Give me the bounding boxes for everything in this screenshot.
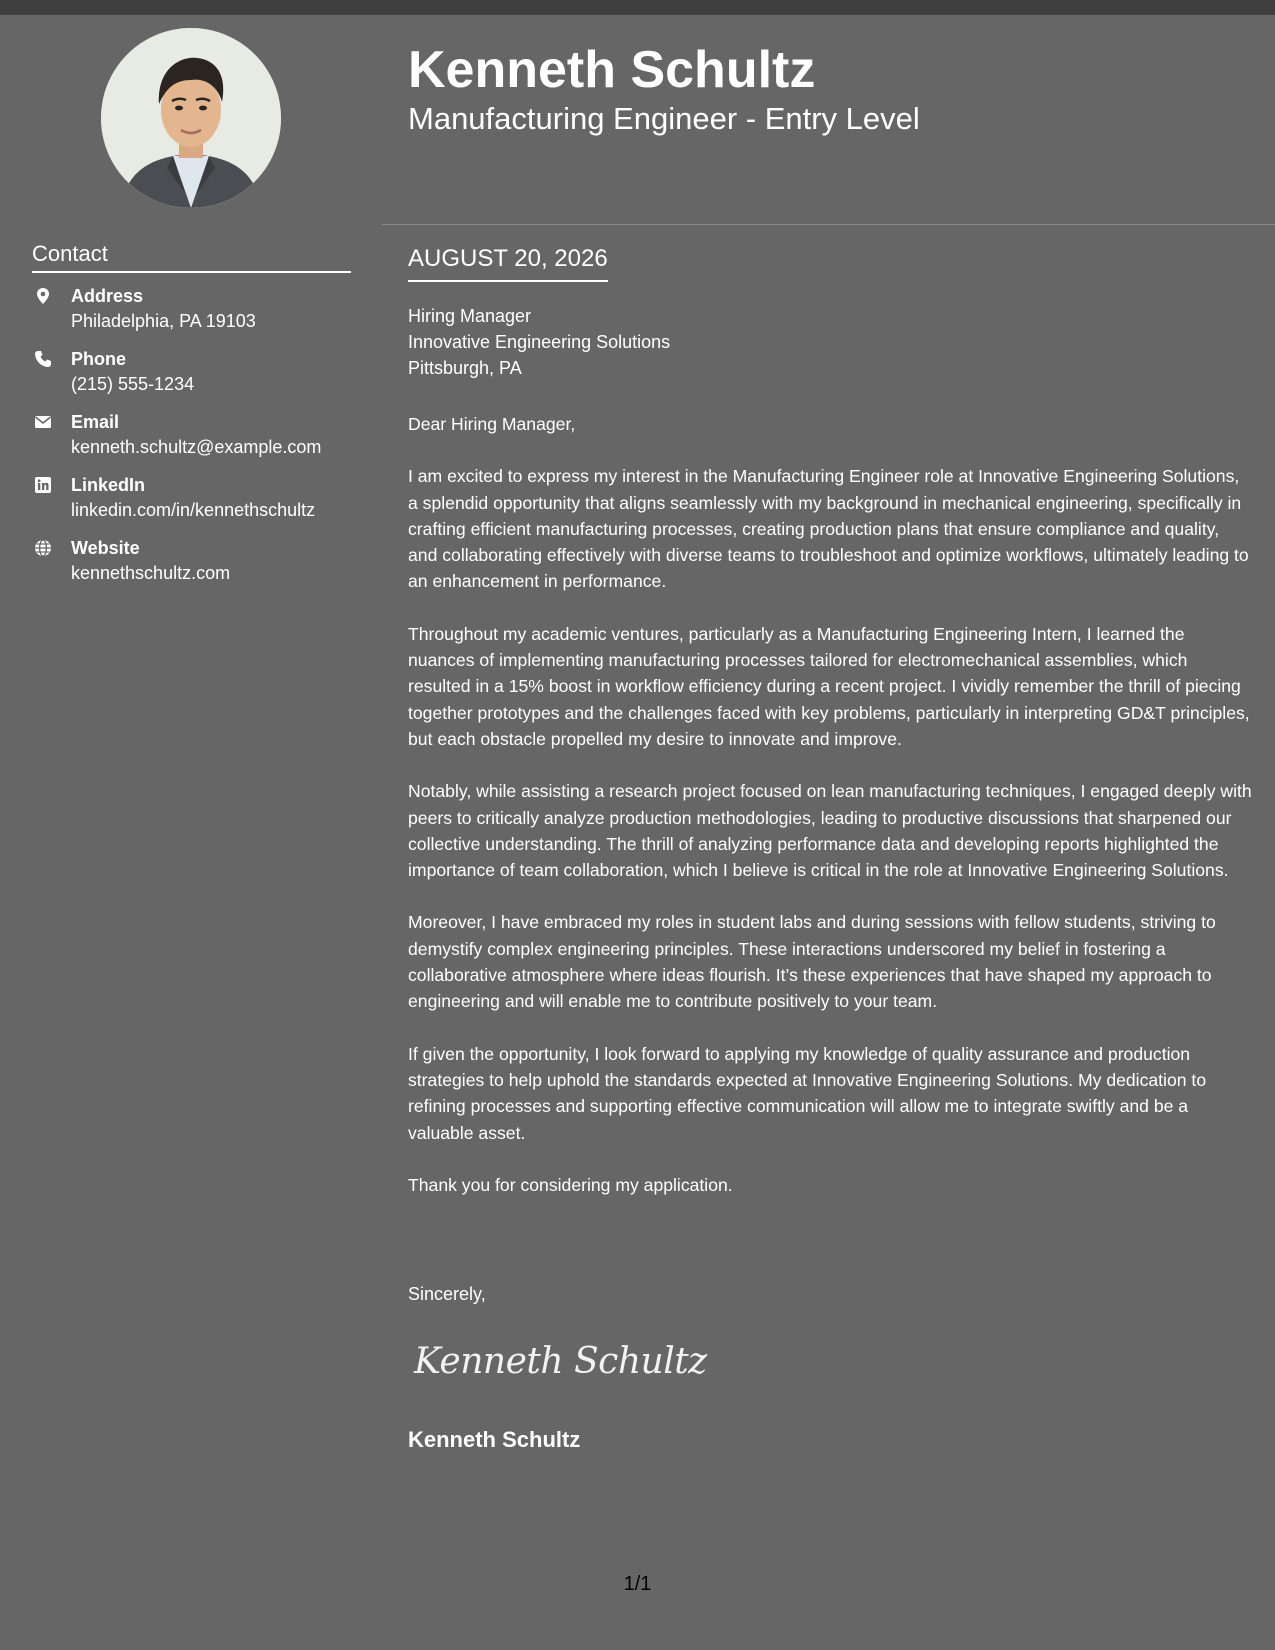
recipient-line: Hiring Manager [408, 306, 532, 326]
contact-item-website [32, 537, 362, 600]
body-paragraph: Moreover, I have embraced my roles in student labs and during sessions with fellow students, striving to demystify complex engineering principles. These interactions underscored my belief in fostering a collaborative atmosphere where ideas flourish. It’s these experiences that have shaped my approach to engineering and will enable me to contribute positively to your team. [408, 912, 1216, 1012]
contact-item-linkedin [32, 474, 362, 537]
envelope-icon [34, 413, 52, 431]
greeting: Dear Hiring Manager, [408, 414, 576, 434]
globe-icon [34, 539, 52, 557]
contact-label: Phone [71, 349, 127, 369]
recipient-line: Pittsburgh, PA [408, 358, 522, 378]
contact-item-email [32, 411, 362, 474]
signature: Kenneth Schultz [414, 1341, 707, 1382]
contact-value: kenneth.schultz@example.com [71, 437, 322, 457]
phone-icon [34, 350, 52, 368]
contact-value: Philadelphia, PA 19103 [71, 311, 256, 331]
contact-label: Address [71, 286, 144, 306]
contact-item-address [32, 285, 362, 348]
recipient-line: Innovative Engineering Solutions [408, 332, 671, 352]
recipient-block [408, 303, 670, 381]
map-pin-icon [34, 287, 52, 305]
body-paragraph: Notably, while assisting a research project focused on lean manufacturing techniques, I engaged deeply with peers to critically analyze production methodologies, leading to productive discussions that sharpened our collective understanding. The thrill of analyzing performance data and developing reports highlighted the importance of team collaboration, which I believe is critical in the role at Innovative Engineering Solutions. [408, 781, 1252, 881]
contact-label: Email [71, 412, 120, 432]
contact-list [32, 285, 362, 600]
letter-date: AUGUST 20, 2026 [408, 245, 608, 282]
signer-name: Kenneth Schultz [408, 1427, 581, 1452]
contact-label: LinkedIn [71, 475, 146, 495]
job-title: Manufacturing Engineer - Entry Level [408, 101, 920, 136]
body-paragraph: If given the opportunity, I look forward to applying my knowledge of quality assurance and production strategies to help uphold the standards expected at Innovative Engineering Solutions. My dedication to refining processes and supporting effective communication will allow me to integrate swiftly and be a valuable asset. [408, 1043, 1207, 1143]
body-paragraph: Throughout my academic ventures, particularly as a Manufacturing Engineering Intern, I learned the nuances of implementing manufacturing processes tailored for electromechanical assemblies, which resulted in a 15% boost in workflow efficiency during a recent project. I vividly remember the thrill of piecing together prototypes and the challenges faced with key problems, particularly in interpreting GD&T principles, but each obstacle propelled my desire to innovate and improve. [408, 623, 1250, 749]
contact-label: Website [71, 538, 140, 558]
page-number: 1/1 [623, 1573, 652, 1595]
letter-body [408, 411, 1253, 1224]
body-paragraph: Thank you for considering my application. [408, 1174, 733, 1195]
contact-value: linkedin.com/in/kennethschultz [71, 500, 316, 520]
body-paragraph: I am excited to express my interest in the Manufacturing Engineer role at Innovative Engineering Solutions, a splendid opportunity that aligns seamlessly with my background in mechanical engineering, specifically in crafting efficient manufacturing processes, creating production plans that ensure compliance and quality, and collaborating effectively with diverse teams to troubleshoot and optimize workflows, ultimately leading to an enhancement in performance. [408, 466, 1249, 592]
contact-value: (215) 555-1234 [71, 374, 195, 394]
contact-value: kennethschultz.com [71, 563, 231, 583]
contact-heading: Contact [32, 241, 351, 273]
closing: Sincerely, [408, 1284, 486, 1304]
linkedin-icon [34, 476, 52, 494]
contact-item-phone [32, 348, 362, 411]
profile-photo [101, 28, 281, 208]
top-bar [0, 0, 1275, 15]
candidate-name: Kenneth Schultz [408, 41, 816, 99]
header-divider [382, 224, 1275, 225]
